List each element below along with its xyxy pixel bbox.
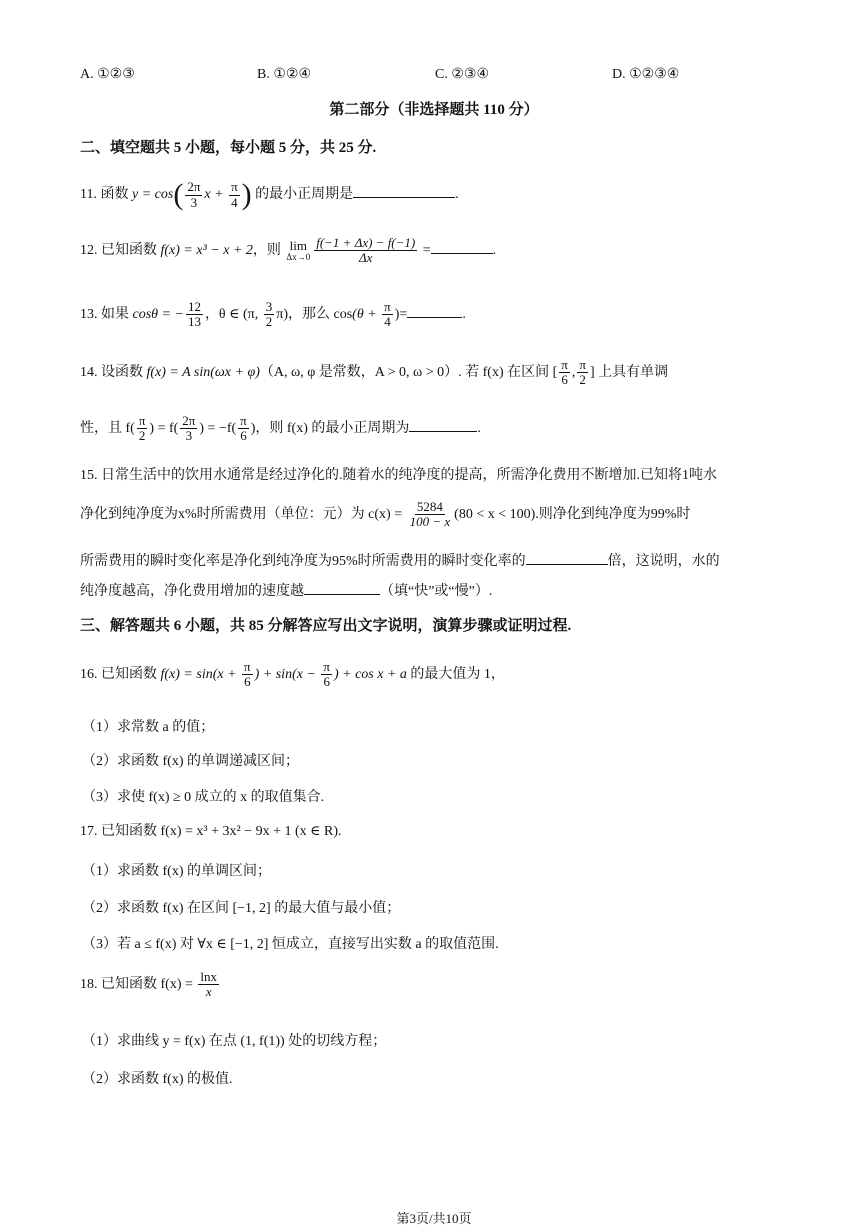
q11-post: 的最小正周期是 [251, 187, 354, 203]
q12-limit: lim Δx→0 [286, 237, 311, 262]
q15-answer-blank-2[interactable] [304, 594, 380, 595]
option-c: C. ②③④ [435, 67, 489, 82]
q16-fraction-1: $\frac{\pi}{6}$ [244, 659, 251, 690]
question-14-line-2: 性，且 f( $\frac{\pi}{2}$ ) = f( $\frac{2\pi}{3}$ ) = −f( $\frac{\pi}{6}$ )，则 f(x) 的最小正周期为 . [80, 413, 481, 444]
q12-prefix: 12. 已知函数 [80, 243, 161, 259]
q12-fraction: $\frac{f(-1 + \Delta x) - f(-1)}{\Delta x}$ [316, 235, 416, 266]
section-header-solutions: 三、解答题共 6 小题，共 85 分解答应写出文字说明，演算步骤或证明过程. [80, 618, 572, 634]
question-15-line-3: 所需费用的瞬时变化率是净化到纯净度为95%时所需费用的瞬时变化率的 倍，这说明，水的 [80, 554, 720, 569]
q16-fraction-2: $\frac{\pi}{6}$ [323, 659, 330, 690]
q13-fraction-2: $\frac{3}{2}$ [265, 299, 273, 330]
q14-answer-blank[interactable] [409, 431, 477, 432]
question-12: 12. 已知函数 f(x) = x³ − x + 2，则 lim Δx→0 $\frac{f(-1 + \Delta x) - f(-1)}{\Delta x}$ = . [80, 235, 497, 266]
q16-part-1: （1）求常数 a 的值； [82, 720, 215, 735]
section-header-fill-in: 二、填空题共 5 小题，每小题 5 分，共 25 分. [80, 140, 377, 156]
q13-fraction-3: $\frac{\pi}{4}$ [384, 299, 391, 330]
q12-answer-blank[interactable] [431, 253, 493, 254]
question-14-line-1: 14. 设函数 f(x) = A sin(ωx + φ)（A, ω, φ 是常数，A > 0, ω > 0）. 若 f(x) 在区间 [ $\frac{\pi}{6}$ , $\frac{\pi}{2}$ ] 上具有单调 [80, 357, 669, 388]
q11-answer-blank[interactable] [353, 197, 455, 198]
question-11: 11. 函数 y = cos( $\frac{2\pi}{3}$ x + $\frac{\pi}{4}$ ) 的最小正周期是 . [80, 178, 459, 211]
q11-prefix: 11. 函数 [80, 187, 132, 203]
q14-arg-1: $\frac{\pi}{2}$ [138, 413, 146, 444]
q13-fraction-1: $\frac{12}{13}$ [187, 299, 201, 330]
q14-interval-right: $\frac{\pi}{2}$ [579, 357, 586, 388]
q17-part-2: （2）求函数 f(x) 在区间 [−1, 2] 的最大值与最小值； [82, 901, 401, 916]
question-15-line-4: 纯净度越高，净化费用增加的速度越 （填“快”或“慢”）. [80, 584, 493, 599]
page-footer: 第3页/共10页 [396, 1211, 472, 1226]
q11-paren-open: ( [173, 178, 184, 211]
question-15-line-2: 净化到纯净度为x%时所需费用（单位：元）为 c(x) = $\frac{5284}{100 - x}$ (80 < x < 100).则净化到纯净度为99%时 [80, 499, 691, 530]
q11-fraction-1: $\frac{2\pi}{3}$ [187, 179, 201, 210]
question-17: 17. 已知函数 f(x) = x³ + 3x² − 9x + 1 (x ∈ R). [80, 824, 342, 839]
q11-paren-close: ) [241, 178, 252, 211]
q18-part-2: （2）求函数 f(x) 的极值. [82, 1072, 233, 1087]
option-b: B. ①②④ [257, 67, 311, 82]
q16-part-2: （2）求函数 f(x) 的单调递减区间； [82, 754, 299, 769]
q14-interval-left: $\frac{\pi}{6}$ [561, 357, 568, 388]
option-a: A. ①②③ [80, 67, 135, 82]
q18-part-1: （1）求曲线 y = f(x) 在点 (1, f(1)) 处的切线方程； [82, 1034, 387, 1049]
q13-answer-blank[interactable] [407, 317, 462, 318]
q11-func: y = cos [131, 187, 174, 203]
question-15-line-1: 15. 日常生活中的饮用水通常是经过净化的.随着水的纯净度的提高，所需净化费用不断增加.已知将1吨水 [80, 468, 717, 483]
question-16: 16. 已知函数 f(x) = sin(x + $\frac{\pi}{6}$ ) + sin(x − $\frac{\pi}{6}$ ) + cos x + a 的最大值为 1， [80, 659, 505, 690]
q16-part-3: （3）求使 f(x) ≥ 0 成立的 x 的取值集合. [82, 790, 325, 805]
q17-part-3: （3）若 a ≤ f(x) 对 ∀x ∈ [−1, 2] 恒成立，直接写出实数 a 的取值范围. [82, 937, 499, 952]
q11-mid: x + [204, 187, 228, 203]
q15-fraction: $\frac{5284}{100 - x}$ [409, 499, 451, 530]
q14-arg-2: $\frac{2\pi}{3}$ [182, 413, 196, 444]
q13-prefix: 13. 如果 [80, 307, 133, 323]
q11-fraction-2: $\frac{\pi}{4}$ [231, 179, 238, 210]
q18-fraction: $\frac{\ln x}{x}$ [200, 969, 218, 1000]
question-18: 18. 已知函数 f(x) = $\frac{\ln x}{x}$ [80, 969, 218, 1000]
q14-prefix: 14. 设函数 [80, 365, 147, 381]
part-title: 第二部分（非选择题共 110 分） [329, 102, 539, 118]
option-d: D. ①②③④ [612, 67, 680, 82]
q15-answer-blank-1[interactable] [526, 564, 608, 565]
q17-part-1: （1）求函数 f(x) 的单调区间； [82, 864, 271, 879]
q12-func: f(x) = x³ − x + 2 [160, 243, 253, 259]
question-13: 13. 如果 cosθ = − $\frac{12}{13}$ ，θ ∈ (π, $\frac{3}{2}$ π)，那么 cos(θ + $\frac{\pi}{4}$ )= . [80, 299, 466, 330]
q14-arg-3: $\frac{\pi}{6}$ [240, 413, 247, 444]
